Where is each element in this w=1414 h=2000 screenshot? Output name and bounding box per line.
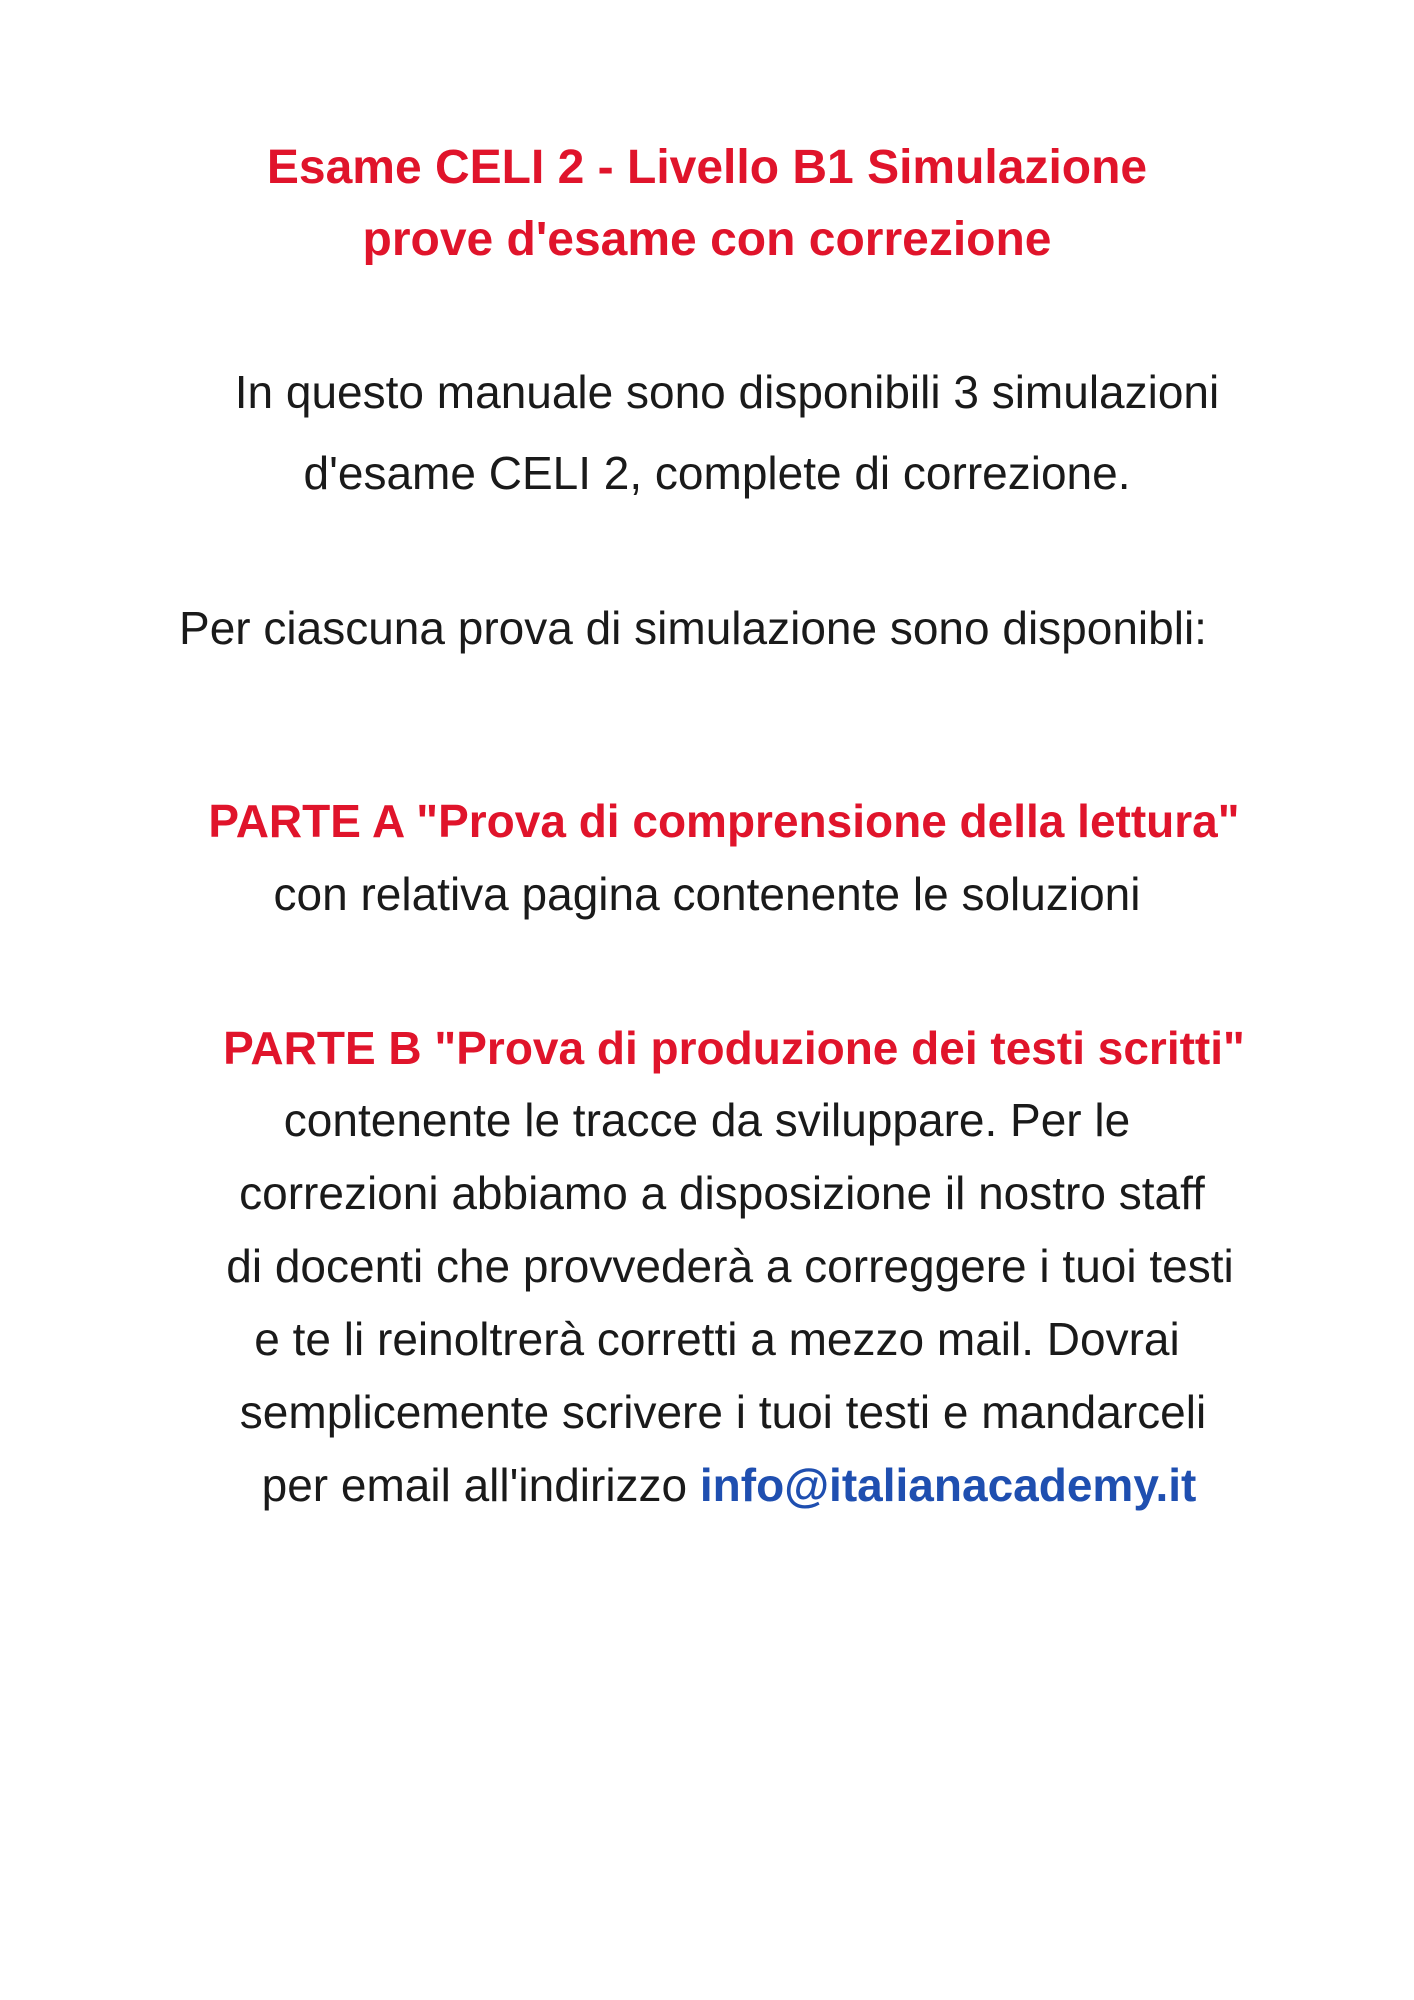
parte-a-description: con relativa pagina contenente le soluzioni	[273, 868, 1141, 920]
parte-b-line-4: e te li reinoltrerà corretti a mezzo mail. Dovrai	[254, 1313, 1180, 1365]
email-link[interactable]: info@italianacademy.it	[699, 1459, 1197, 1511]
document-title-line-2: prove d'esame con correzione	[362, 213, 1052, 266]
parte-b-line-5: semplicemente scrivere i tuoi testi e mandarceli	[239, 1386, 1207, 1438]
parte-b-line-2: correzioni abbiamo a disposizione il nostro staff	[239, 1167, 1205, 1219]
parte-b-line-3: di docenti che provvederà a correggere i tuoi testi	[226, 1240, 1234, 1292]
email-prefix-text: per email all'indirizzo	[261, 1459, 700, 1511]
parte-b-heading: PARTE B "Prova di produzione dei testi scritti"	[223, 1022, 1245, 1074]
document-title-line-1: Esame CELI 2 - Livello B1 Simulazione	[266, 141, 1148, 194]
parte-b-line-6	[22, 1455, 1414, 1515]
list-intro: Per ciascuna prova di simulazione sono disponibli:	[179, 602, 1207, 654]
intro-line-2: d'esame CELI 2, complete di correzione.	[303, 447, 1131, 499]
parte-a-heading: PARTE A "Prova di comprensione della lettura"	[208, 795, 1240, 847]
intro-line-1: In questo manuale sono disponibili 3 simulazioni	[234, 366, 1220, 418]
parte-b-line-1: contenente le tracce da sviluppare. Per le	[283, 1094, 1131, 1146]
